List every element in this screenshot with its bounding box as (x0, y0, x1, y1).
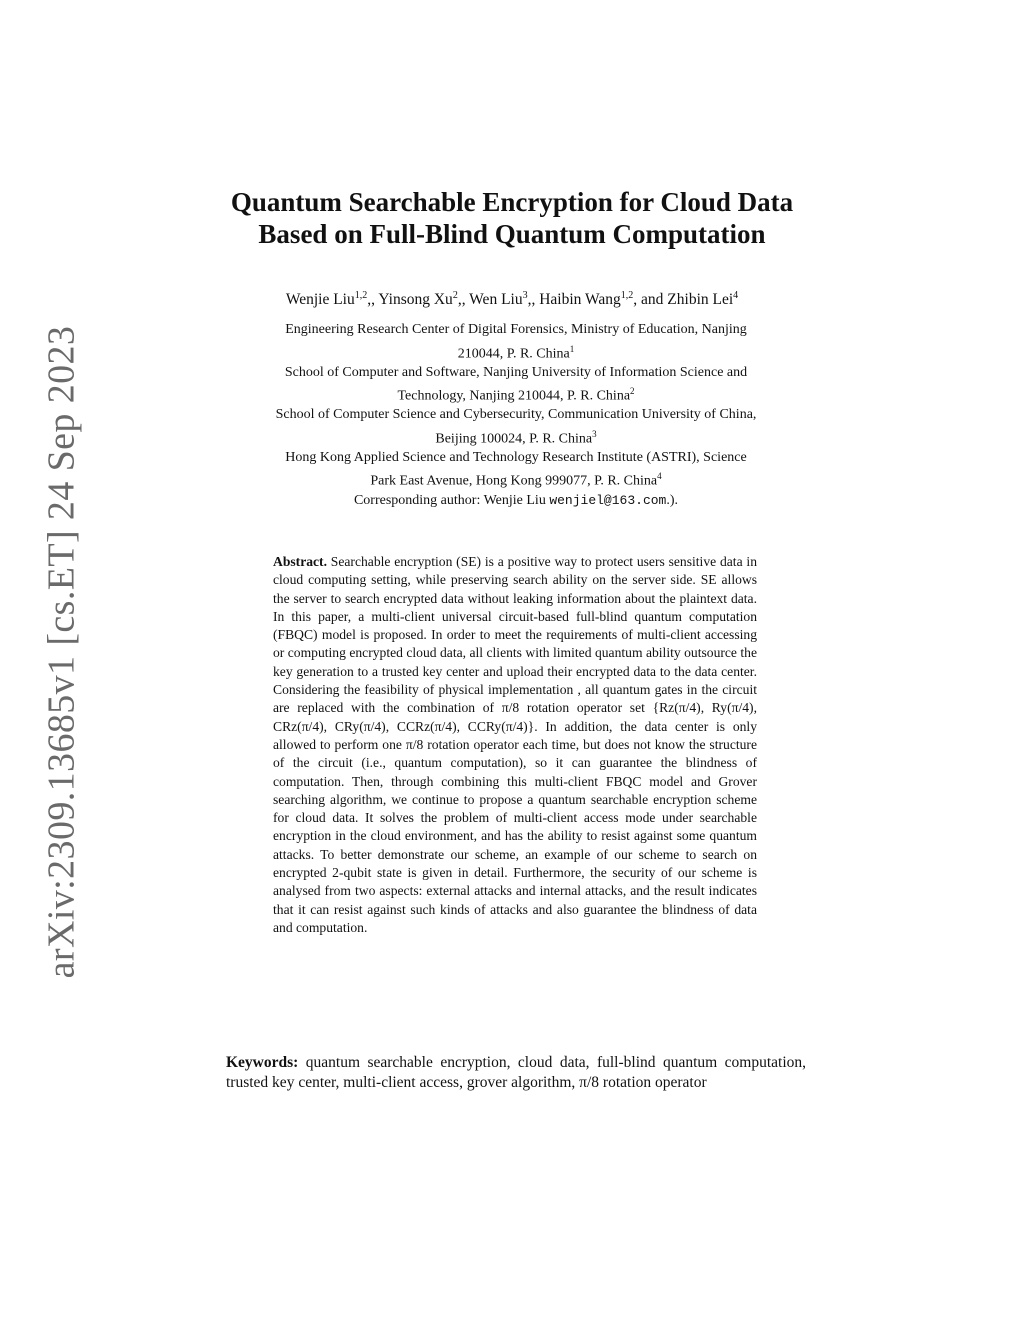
author-affiliation-mark: 3 (522, 290, 528, 301)
abstract (273, 553, 757, 937)
affiliation-mark: 2 (630, 386, 635, 397)
affiliation-line: Hong Kong Applied Science and Technology Research Institute (ASTRI), Science (285, 449, 747, 465)
author-separator: ,, (367, 291, 379, 309)
author-name: Haibin Wang (539, 291, 621, 309)
corresponding-email: wenjiel@163.com (549, 492, 667, 508)
paper-title (150, 186, 874, 250)
author-separator: , and (633, 291, 668, 309)
affiliation-line: Park East Avenue, Hong Kong 999077, P. R. China$^4$ (370, 471, 662, 490)
arxiv-identifier-text: arXiv:2309.13685v1 [cs.ET] 24 Sep 2023 (40, 325, 83, 979)
affiliation-line: Beijing 100024, P. R. China$^3$ (435, 428, 597, 447)
affiliation-mark: 3 (592, 428, 597, 439)
author-affiliation-mark: 1,2 (354, 290, 368, 301)
author-name: Wenjie Liu (285, 291, 355, 309)
affiliation-line: School of Computer Science and Cybersecurity, Communication University of China, (275, 407, 757, 423)
arxiv-identifier-stamp (36, 325, 86, 979)
corresponding-author: Corresponding author: Wenjie Liu wenjiel@163.com.). (353, 492, 679, 508)
author-separator: ,, (457, 291, 470, 309)
paper-title-line: Quantum Searchable Encryption for Cloud Data (230, 187, 794, 217)
author-affiliation-mark: 2 (452, 290, 458, 301)
keywords-text: quantum searchable encryption, cloud data, full-blind quantum computation, trusted key center, multi-client access, grover algorithm, π/8 rotation operator (226, 1054, 807, 1091)
affiliation-mark: 4 (657, 471, 662, 482)
abstract-label: Abstract. (273, 554, 327, 569)
author-name: Wen Liu (469, 291, 523, 309)
affiliation-line: School of Computer and Software, Nanjing University of Information Science and (284, 364, 748, 380)
keywords-label: Keywords: (226, 1054, 299, 1071)
author-affiliation-mark: 4 (733, 290, 739, 301)
author-list (150, 286, 874, 310)
author-name: Zhibin Lei (667, 291, 734, 309)
paper-title-line: Based on Full-Blind Quantum Computation (258, 219, 766, 249)
affiliation-line: Engineering Research Center of Digital Forensics, Ministry of Education, Nanjing (285, 322, 747, 337)
keywords (226, 1053, 806, 1093)
affiliation-line: 210044, P. R. China$^1$ (457, 343, 575, 362)
affiliation-line: Technology, Nanjing 210044, P. R. China$^2$ (397, 386, 635, 404)
author-separator: ,, (527, 291, 540, 309)
affiliation-block (220, 321, 812, 510)
affiliation-mark: 1 (569, 343, 575, 354)
author-name: Yinsong Xu (378, 291, 453, 309)
abstract-text: Searchable encryption (SE) is a positive way to protect users sensitive data in cloud computing setting, while preserving search ability on the server side. SE allows the server to search encrypted data without leaking information about the plaintext data. In this paper, a multi-client universal circuit-based full-blind quantum computation (FBQC) model is proposed. In order to meet the requirements of multi-client accessing or computing encrypted cloud data, all clients with limited quantum ability outsource the key generation to a trusted key center and upload their encrypted data to the data center. Considering the feasibility of physical implementation , all quantum gates in the circuit are replaced with the combination of π/8 rotation operator set {Rz(π/4), Ry(π/4), CRz(π/4), CRy(π/4), CCRz(π/4), CCRy(π/4)}. In addition, the data center is only allowed to perform one π/8 rotation operator each time, but does not know the structure of the circuit (i.e., quantum computation), so it can guarantee the blindness of computation. Then, through combining this multi-client FBQC model and Grover searching algorithm, we continue to propose a quantum searchable encryption scheme for cloud data. It solves the problem of multi-client access mode under searchable encryption in the cloud environment, and has the ability to resist against some quantum attacks. To better demonstrate our scheme, an example of our scheme to search on encrypted 2-qubit state is given in detail. Furthermore, the security of our scheme is analysed from two aspects: external attacks and internal attacks, and the result indicates that it can resist against such kinds of attacks and also guarantee the blindness of data and computation. (273, 554, 757, 935)
author-affiliation-mark: 1,2 (620, 290, 634, 301)
